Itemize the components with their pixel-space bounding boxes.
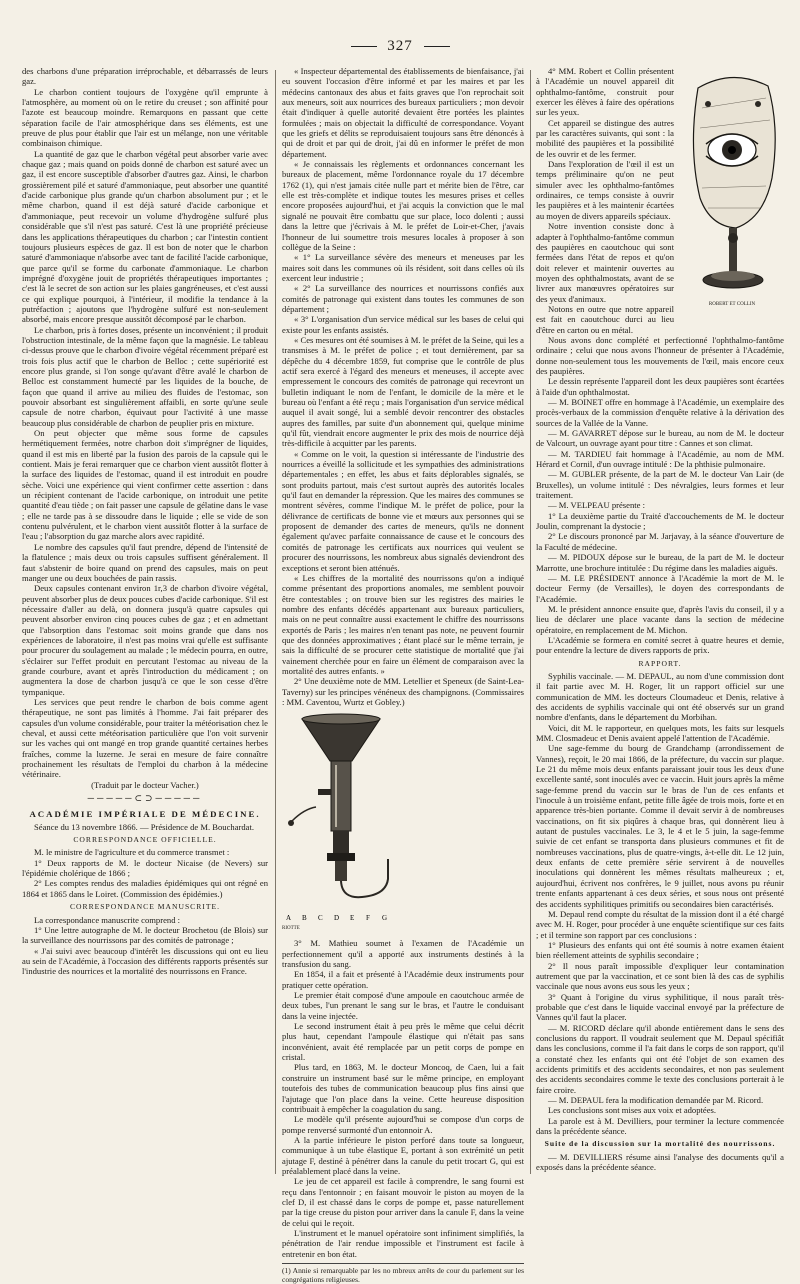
column-right <box>536 66 784 1182</box>
paragraph: — M. LE PRÉSIDENT annonce à l'Académie la mort de M. le docteur Fermy (de Versailles), le doyen des correspondants de l'Académie. <box>536 572 784 604</box>
ophthalmo-phantom-illustration <box>680 68 784 298</box>
subhead-discussion: Suite de la discussion sur la mortalité des nourrissons. <box>544 1139 776 1149</box>
paragraph: L'Académie se formera en comité secret à quatre heures et demie, pour entendre la lecture de divers rapports de prix. <box>536 634 784 656</box>
transfusion-apparatus-figure <box>282 709 518 934</box>
paragraph: 1° Une lettre autographe de M. le docteur Brochetou (de Blois) sur la surveillance des nourrissons par des comités de patronage ; <box>22 924 268 946</box>
paragraph: « Ces mesures ont été soumises à M. le préfet de la Seine, qui les a transmises à M. le préfet de police ; et tout dernièrement, par sa dépêche du 4 décembre 1859, fut comprise que le contrôle de plus actif sera exercé à l'égard des meneurs et meneuses, il accepte avec empressement le concours des comités de patronage qui recevront un bulletin indiquant le nom de l'enfant, le domicile de la mère et le bureau où l'enfant a été reçu ; mais l'organisation d'un service médical auquel il avait songé, lui a semblé devoir rencontrer des obstacles aupres des familles, par suite d'un abonnement qui, quelque minime qu'il fût, viendrait encore augmenter le prix des mois de nourrice déjà très-difficile à acquitter par les parents. <box>282 334 524 449</box>
paragraph: — M. BOINET offre en hommage à l'Académie, un exemplaire des procès-verbaux de la commission d'enquête relative à la dérivation des sources de la Vallée de la Vanne. <box>536 397 784 428</box>
paragraph: Une sage-femme du bourg de Grandchamp (arrondissement de Vannes), reçoit, le 20 mai 1866, de la préfecture, du vaccin sur plaque. Le 21 du même mois deux enfants paraissant jouir tous les deux d'une excellente santé, sont inoculés avec ce vaccin. Huit jours après la même sage-femme prend du vaccin sur le bras de l'un de ces enfants et l'inocule à un troisième enfant, petite fille âgée de trois mois, forte et en apparence très-bien portante. Comme il devait servir à de nombreuses vaccinations, on fit six piqûres à chaque bras, qui donnèrent lieu à autant de pustules vaccinales. Le 3, le 4 et le 5 juin, la sage-femme suivie de cet enfant se transporta dans plusieurs communes et fit de nombreuses vaccinations, plus de quatre-vingts, à-t-elle dit. Le 12 juin, deux enfants de cette première série servirent à de nouvelles inoculations qui donnèrent les mêmes résultats malheureux ; et, aujourd'hui, écrivent nos confrères, le 9 juillet, nous avons pu réunir trente enfants appartenant à ces deux séries, et sous nous ont présenté des accidents syphilitiques primitifs ou secondaires bien caractérisés. <box>536 743 784 909</box>
subhead-official: CORRESPONDANCE OFFICIELLE. <box>73 835 217 845</box>
seance-line: Séance du 13 novembre 1866. — Présidence de M. Bouchardat. <box>34 821 255 832</box>
paragraph: En 1854, il a fait et présenté à l'Académie deux instruments pour pratiquer cette opération. <box>282 969 524 990</box>
paragraph: Les conclusions sont mises aux voix et adoptées. <box>548 1105 717 1116</box>
figure-letter: B <box>302 913 307 922</box>
paragraph: « Les chiffres de la mortalité des nourrissons qu'on a indiqué comme présentant des proportions anomales, me semblent pouvoir être contestables ; on trouve bien sur les registres des mairies le nombre des enfants décédés appartenant aux bureaux particuliers, mais on ne peut connaître aussi exactement le chiffre des nourrissons exportés de Paris ; les maires n'en tenant pas note, ne peuvent fournir que des données approximatives ; étant placé sur le même terrain, je sais la difficulté de se procurer cette statistique de mortalité que j'ai vainement cherchée pour en faire un élément de comparaison avec la mortalité des autres enfants. » <box>282 572 524 676</box>
paragraph: M. Depaul rend compte du résultat de la mission dont il a été chargé avec M. H. Roger, pour procéder à une enquête scientifique sur ces faits ; et il termine son rapport par ces conclusions : <box>536 908 784 940</box>
figure-letter: G <box>382 913 388 922</box>
paragraph: — M. GAVARRET dépose sur le bureau, au nom de M. le docteur de Valcourt, un ouvrage ayant pour titre : Cannes et son climat. <box>536 428 784 449</box>
section-title: ACADÉMIE IMPÉRIALE DE MÉDECINE. <box>29 809 261 820</box>
translator-signature: (Traduit par le docteur Vacher.) <box>91 779 199 790</box>
paragraph: Nous avons donc complété et perfectionné l'ophthalmo-fantôme ordinaire ; celui que nous avons l'honneur de présenter à l'Académie, donne non-seulement tous les mouvements de l'œil, mais encore ceux des paupières. <box>536 334 784 376</box>
column-divider <box>530 70 531 1174</box>
paragraph: Le second instrument était à peu près le même que celui décrit plus haut, cependant l'ampoule élastique qui n'était pas sans inconvénient, avait été remplacée par un petit corps de pompe en cristal. <box>282 1021 524 1063</box>
paragraph: 2° Une deuxième note de MM. Letellier et Speneux (de Saint-Lea-Taverny) sur les principes vénéneux des champignons. (Commissaires : MM. Caventou, Wurtz et Gobley.) <box>282 676 524 707</box>
paragraph: 1° Plusieurs des enfants qui ont été soumis à notre examen étaient bien réellement atteints de syphilis secondaire ; <box>536 939 784 961</box>
subhead-rapport: RAPPORT. <box>638 658 682 668</box>
paragraph: « 2° La surveillance des nourrices et nourrissons confiés aux comités de patronage qui existent dans toutes les communes de son département ; <box>282 283 524 314</box>
paragraph: 2° Le discours prononcé par M. Jarjavay, à la séance d'ouverture de la Faculté de médecine. <box>536 531 784 552</box>
paragraph: La correspondance manuscrite comprend : <box>34 914 181 925</box>
paragraph: Le jeu de cet appareil est facile à comprendre, le sang fourni est reçu dans l'entonnoir ; en faisant mouvoir le piston au moyen de la clef D, il est chassé dans le corps de pompe et, passe naturellement par la tige creuse du piston pour arriver dans la canule F, dans la veine de celui qui le reçoit. <box>282 1176 524 1228</box>
figure-caption: RIOTTE <box>282 926 300 931</box>
paragraph: 2° Les comptes rendus des maladies épidémiques qui ont régné en 1864 et 1865 dans le Loiret. (Commission des épidémies.) <box>22 878 268 899</box>
paragraph: 2° Il nous paraît impossible d'expliquer leur contamination autrement que par la vaccination, et ce sont bien là des cas de syphilis vaccinale que nous avons eus sous les yeux ; <box>536 960 784 992</box>
paragraph: Voici, dit M. le rapporteur, en quelques mots, les faits sur lesquels MM. Closmadeuc et Denis avaient appelé l'attention de l'Académie. <box>536 722 784 743</box>
paragraph: 1° Deux rapports de M. le docteur Nicaise (de Nevers) sur l'épidémie cholérique de 1866 ; <box>22 857 268 879</box>
paragraph: Deux capsules contenant environ 1r,3 de charbon d'ivoire végétal, peuvent absorber plus de deux pouces cubes d'acide carbonique. S'il est nécessaire d'aller au delà, on donnera jusqu'à quatre capsules qui peuvent absorber environ cinq pouces cubes de gaz ; et en admettant que l'absorption dans l'estomac soit moins grande que dans nos expériences de laboratoire, il n'est pas moins vrai qu'elle est suffisante pour procurer du soulagement au malade ; le médecin pourra, en outre, s'éclairer sur l'effet produit en percutant l'estomac au niveau de la grande courbure, avant et après l'introduction du médicament ; on augmentera la dose de charbon jusqu'à ce que le son cesse d'être tympanique. <box>22 583 268 697</box>
figure-caption: ROBERT ET COLLIN <box>708 302 756 308</box>
paragraph: 1° La deuxième partie du Traité d'accouchements de M. le docteur Joulin, comprenant la dystocie ; <box>536 510 784 532</box>
paragraph: Notons en outre que notre appareil est fait en caoutchouc durci au lieu d'être en carton ou en métal. <box>536 303 674 335</box>
figure-letters <box>282 912 400 922</box>
page-header <box>0 38 800 55</box>
column-divider <box>275 70 276 1174</box>
paragraph: On peut objecter que même sous forme de capsules hermétiquement fermées, notre charbon doit s'imprégner de liquides, quand il est mis en liberté par la fusion des parois de la capsule qui le contient. Mais je ferai remarquer que ce charbon vient aussitôt flotter à la surface des liquides de l'estomac, quand il est introduit en poudre sèche. Voici une expérience qui vient confirmer cette assertion : dans un récipient contenant de l'acide carbonique, on introduit une petite quantité d'eau tiède ; on fait passer une capsule de gélatine dans le vase ; elle ne tarde pas à se dissoudre dans le liquide ; elle se vide de son contenu pulvérulent, et le charbon vient aussitôt flotter à la surface de l'eau ; l'absorption du gaz marche alors avec rapidité. <box>22 428 268 542</box>
paragraph: « 1° La surveillance sévère des meneurs et meneuses par les maires soit dans les communes où ils résident, soit dans celles où ils exercent leur industrie ; <box>282 252 524 283</box>
figure-letter: F <box>366 913 370 922</box>
ornament-divider: ─────⊂⊃───── <box>87 793 203 804</box>
figure-letter: A <box>286 913 292 922</box>
paragraph: M. le ministre de l'agriculture et du commerce transmet : <box>34 847 230 858</box>
paragraph: « Je connaissais les règlements et ordonnances concernant les bureaux de placement, même l'ordonnance royale du 17 décembre 1762 (1), qui n'est jamais citée nulle part et mérite bien de l'être, car elle est très-complète et indique toutes les mesures prises et celles encore proposées aujourd'hui, et j'ai acquis la conviction que le mal signalé ne pouvait être combattu que sur place, loco dolenti ; aussi dans la lettre que j'écrivais à M. le préfet de Loir-et-Cher, j'avais l'honneur de lui soumettre trois mesures locales à proposer à son collègue de la Seine : <box>282 159 524 252</box>
page-number: 327 <box>387 38 413 54</box>
paragraph: Le premier était composé d'une ampoule en caoutchouc armée de deux tubes, l'un prenant le sang sur le bras, et l'autre le conduisant dans la veine injectée. <box>282 990 524 1021</box>
paragraph: — M. GUBLER présente, de la part de M. le docteur Van Lair (de Bruxelles), un volume intitulé : Des névralgies, leurs formes et leur traitement. <box>536 469 784 501</box>
paragraph: L'instrument et le manuel opératoire sont infiniment simplifiés, la pénétration de l'air rendue impossible et l'instrument est facile à entretenir en bon état. <box>282 1227 524 1259</box>
figure-letter: E <box>350 913 355 922</box>
paragraph: Syphilis vaccinale. — M. DEPAUL, au nom d'une commission dont il fait partie avec M. H. Roger, lit un rapport officiel sur une communication de MM. les docteurs Cloumadeuc et Denis, relative à des accidents de syphilis vaccinale qui ont été observés sur un grand nombre d'enfants, dans le département du Morbihan. <box>536 670 784 723</box>
paragraph: Le charbon, pris à fortes doses, présente un inconvénient ; il produit l'obstruction intestinale, de la même façon que la magnésie. Le tableau ci-dessus prouve que le charbon d'ivoire végétal récemment préparé est trois fois plus actif que le charbon de Belloc ; cette supériorité est encore plus grande, si l'on songe qu'avant d'être avalé le charbon de Belloc est constamment humecté par les liquides de la bouche, de façon que quand il arrive au milieu des fluides de l'estomac, son pouvoir absorbant est singulièrement affaibli, en sorte qu'une seule capsule de notre charbon, équivaut pour l'activité à une masse beaucoup plus considérable de charbon de peuplier pris en mixture. <box>22 324 268 428</box>
paragraph: « Comme on le voit, la question si intéressante de l'industrie des nourrices a éveillé la sollicitude et les sympathies des administrations départementales ; en effet, les abus et faits déplorables signalés, se sont produits partout, mais c'est surtout auprès des autorités locales qu'il faut en demander la répression. Que les maires des communes se montrent sévères, comme l'indique M. le préfet de police, pour la délivrance de certificats de bonne vie et mœurs aux personnes qui se proposent de demander des cartes de meneurs, qu'ils ne donnent également qu'avec parfaite connaissance de cause et le concours des comités de patronage les certificats aux nourrices qui veulent se procurer des nourrissons, les nombreux abus signalés deviendront des exceptions et seront bien atténués. <box>282 448 524 573</box>
paragraph: M. le président annonce ensuite que, d'après l'avis du conseil, il y a lieu de déclarer une place vacante dans la section de médecine opératoire, en remplacement de M. Michon. <box>536 603 784 635</box>
paragraph: Dans l'exploration de l'œil il est un temps préliminaire qu'on ne peut simuler avec les ophthalmo-fantômes ordinaires, ce temps consiste à ouvrir les paupières et à les maintenir écartées au moyen de divers appareils spéciaux. <box>536 159 674 221</box>
ophthalmo-phantom-figure <box>680 68 784 311</box>
paragraph: Les services que peut rendre le charbon de bois comme agent thérapeutique, ne sont pas limités à l'homme. J'ai fait préparer des capsules d'un volume considérable, pour traiter la météorisation chez le cheval, et aussi cette météorisation particulière que l'on voit survenir sur les vaches qui ont mangé en trop grande quantité certaines herbes fraîches, comme la luzerne. Je serai en mesure de faire connaître prochainement les résultats de l'emploi du charbon à la médecine vétérinaire. <box>22 696 268 780</box>
paragraph: — M. VELPEAU présente : <box>548 500 645 511</box>
paragraph: 4° MM. Robert et Collin présentent à l'Académie un nouvel appareil dit ophthalmo-fantôme, construit pour exercer les élèves à faire des opérations sur les yeux. <box>536 66 674 118</box>
paragraph: Notre invention consiste donc à adapter à l'ophthalmo-fantôme commun des paupières en caoutchouc qui sont fermées dans l'état de repos et qu'on doit relever et maintenir ouvertes au moyen des ophthalmostats, avant de se livrer aux manœuvres opératoires sur des yeux d'animaux. <box>536 221 674 304</box>
paragraph: Le charbon contient toujours de l'oxygène qu'il emprunte à l'atmosphère, au moment où on le retire du creuset ; son affinité pour l'azote est beaucoup moindre. Remarquons en passant que cette séparation facile de l'air atmosphérique dans ses éléments, est une preuve de plus pour établir que l'air est un mélange, non une véritable combinaison chimique. <box>22 86 268 149</box>
subhead-manuscript: CORRESPONDANCE MANUSCRITE. <box>69 902 221 912</box>
paragraph: Le nombre des capsules qu'il faut prendre, dépend de l'intensité de la flatulence ; mais deux ou trois capsules suffisent généralement. Il faut s'abstenir de boire quand on prend des capsules, mais on peut manger une ou deux bouchées de pain rassis. <box>22 541 268 583</box>
transfusion-apparatus-illustration <box>282 709 400 909</box>
figure-letter: D <box>334 913 340 922</box>
figure-letter: C <box>318 913 323 922</box>
paragraph: Cet appareil se distingue des autres par les caractères suivants, qui sont : la mobilité des paupières et la possibilité de les ouvrir et de les fermer. <box>536 117 674 159</box>
paragraph: — M. DEPAUL fera la modification demandée par M. Ricord. <box>548 1095 764 1106</box>
paragraph: — M. PIDOUX dépose sur le bureau, de la part de M. le docteur Marrotte, une brochure intitulée : Du régime dans les maladies aiguës. <box>536 552 784 573</box>
paragraph: « 3° L'organisation d'un service médical sur les bases de celui qui existe pour les enfants assistés. <box>282 314 524 335</box>
header-rule-right <box>424 46 450 47</box>
header-rule-left <box>351 46 377 47</box>
paragraph: — M. DEVILLIERS résume ainsi l'analyse des documents qu'il a exposés dans la précédente séance. <box>536 1151 784 1173</box>
paragraph: Plus tard, en 1863, M. le docteur Moncoq, de Caen, lui a fait construire un instrument basé sur le même principe, en employant toutefois des tubes de communication beaucoup plus fins ainsi que l'ajutage que l'on place dans la veine. Cette heureuse disposition contribuait à empêcher la coagulation du sang. <box>282 1062 524 1114</box>
column-middle <box>282 66 524 1284</box>
paragraph: « Inspecteur départemental des établissements de bienfaisance, j'ai eu souvent l'occasion d'être informé et par les maires et par les médecins cantonaux des abus et faits graves que l'on reprochait soit aux meneurs, soit aux nourrices des bureaux particuliers ; mon devoir était d'indiquer à quelle autorité devaient être portées les plaintes formulées ; mais on objectait la difficulté de correspondance. Voyant que les griefs et délits se reproduisaient toujours sans être dénoncés à qui de droit et par qui de droit, j'ai dû en informer le préfet de mon département. <box>282 66 524 159</box>
paragraph: La quantité de gaz que le charbon végétal peut absorber varie avec chaque gaz ; mais quand on poids donné de charbon est saturé avec un gaz, il est encore susceptible d'absorber d'autres gaz. Ainsi, le charbon grossièrement pilé et saturé d'ammoniaque, peut absorber une quantité d'acide carbonique plus grande qu'un charbon absolument pur ; et le même charbon, quand il est déjà saturé d'acide carbonique et d'ammoniaque, peut recevoir un volume d'hydrogène sulfuré plus considérable que s'il n'est pas saturé. C'est là une propriété précieuse dans les applications thérapeutiques du charbon ; car l'intestin contient toujours plusieurs espèces de gaz. Il est bon de noter que le charbon saturé d'ammoniaque n'absorbe avec tant de facilité l'acide carbonique, que parce qu'il se forme du carbonate d'ammoniaque. Le charbon imprégné d'oxygène jouit de propriétés thérapeutiques importantes ; c'est là le secret de son action sur les plaies gangréneuses, et c'est aussi ce qui explique pourquoi, à l'intérieur, il modifie la tendance à la putréfaction ; ajoutons que l'hydrogène sulfuré est non-seulement absorbé, mais encore presque aussitôt décomposé par le charbon. <box>22 148 268 325</box>
paragraph: — M. TARDIEU fait hommage à l'Académie, au nom de MM. Hérard et Cornil, d'un ouvrage intitulé : De la phthisie pulmonaire. <box>536 448 784 470</box>
paragraph: Le dessin représente l'appareil dont les deux paupières sont écartées à l'aide d'un ophthalmostat. <box>536 376 784 397</box>
paragraph: « J'ai suivi avec beaucoup d'intérêt les discussions qui ont eu lieu au sein de l'Académie, à l'occasion des différents rapports présentés sur l'industrie des nourrices et la mortalité des nourrissons en France. <box>22 945 268 977</box>
paragraph: Le modèle qu'il présente aujourd'hui se compose d'un corps de pompe renversé surmonté d'un entonnoir A. <box>282 1114 524 1135</box>
column-left <box>22 66 268 1182</box>
paragraph: 3° M. Mathieu soumet à l'examen de l'Académie un perfectionnement qu'il a apporté aux instruments destinés à la transfusion du sang. <box>282 938 524 970</box>
paragraph: des charbons d'une préparation irréprochable, et débarrassés de leurs gaz. <box>22 66 268 87</box>
paragraph: 3° Quant à l'origine du virus syphilitique, il nous paraît très-probable que c'est dans le liquide vaccinal envoyé par la préfecture de Vannes qu'il faut la placer. <box>536 991 784 1023</box>
paragraph: La parole est à M. Devilliers, pour terminer la lecture commencée dans la précédente séance. <box>536 1115 784 1137</box>
footnote: (1) Annie si remarquable par les no mbreux arrêts de cour du parlement sur les congrégations religieuses. <box>282 1263 524 1284</box>
paragraph: A la partie inférieure le piston perforé dans toute sa longueur, communique à un tube élastique E, portant à son extrémité un petit ajutage F, destiné à pénétrer dans la canule du petit trocart G, qui est préalablement placé dans la veine. <box>282 1134 524 1176</box>
paragraph: — M. RICORD déclare qu'il abonde entièrement dans le sens des conclusions du rapport. Il voudrait seulement que M. Depaul spécifiât dans les conclusions, comme il l'a fait dans le corps de son rapport, qu'il a constaté chez les enfants qui ont été l'objet de son examen des accidents primitifs et des accidents secondaires, et non pas seulement des accidents secondaires comme le texte des conclusions porterait à le faire croire. <box>536 1022 784 1095</box>
